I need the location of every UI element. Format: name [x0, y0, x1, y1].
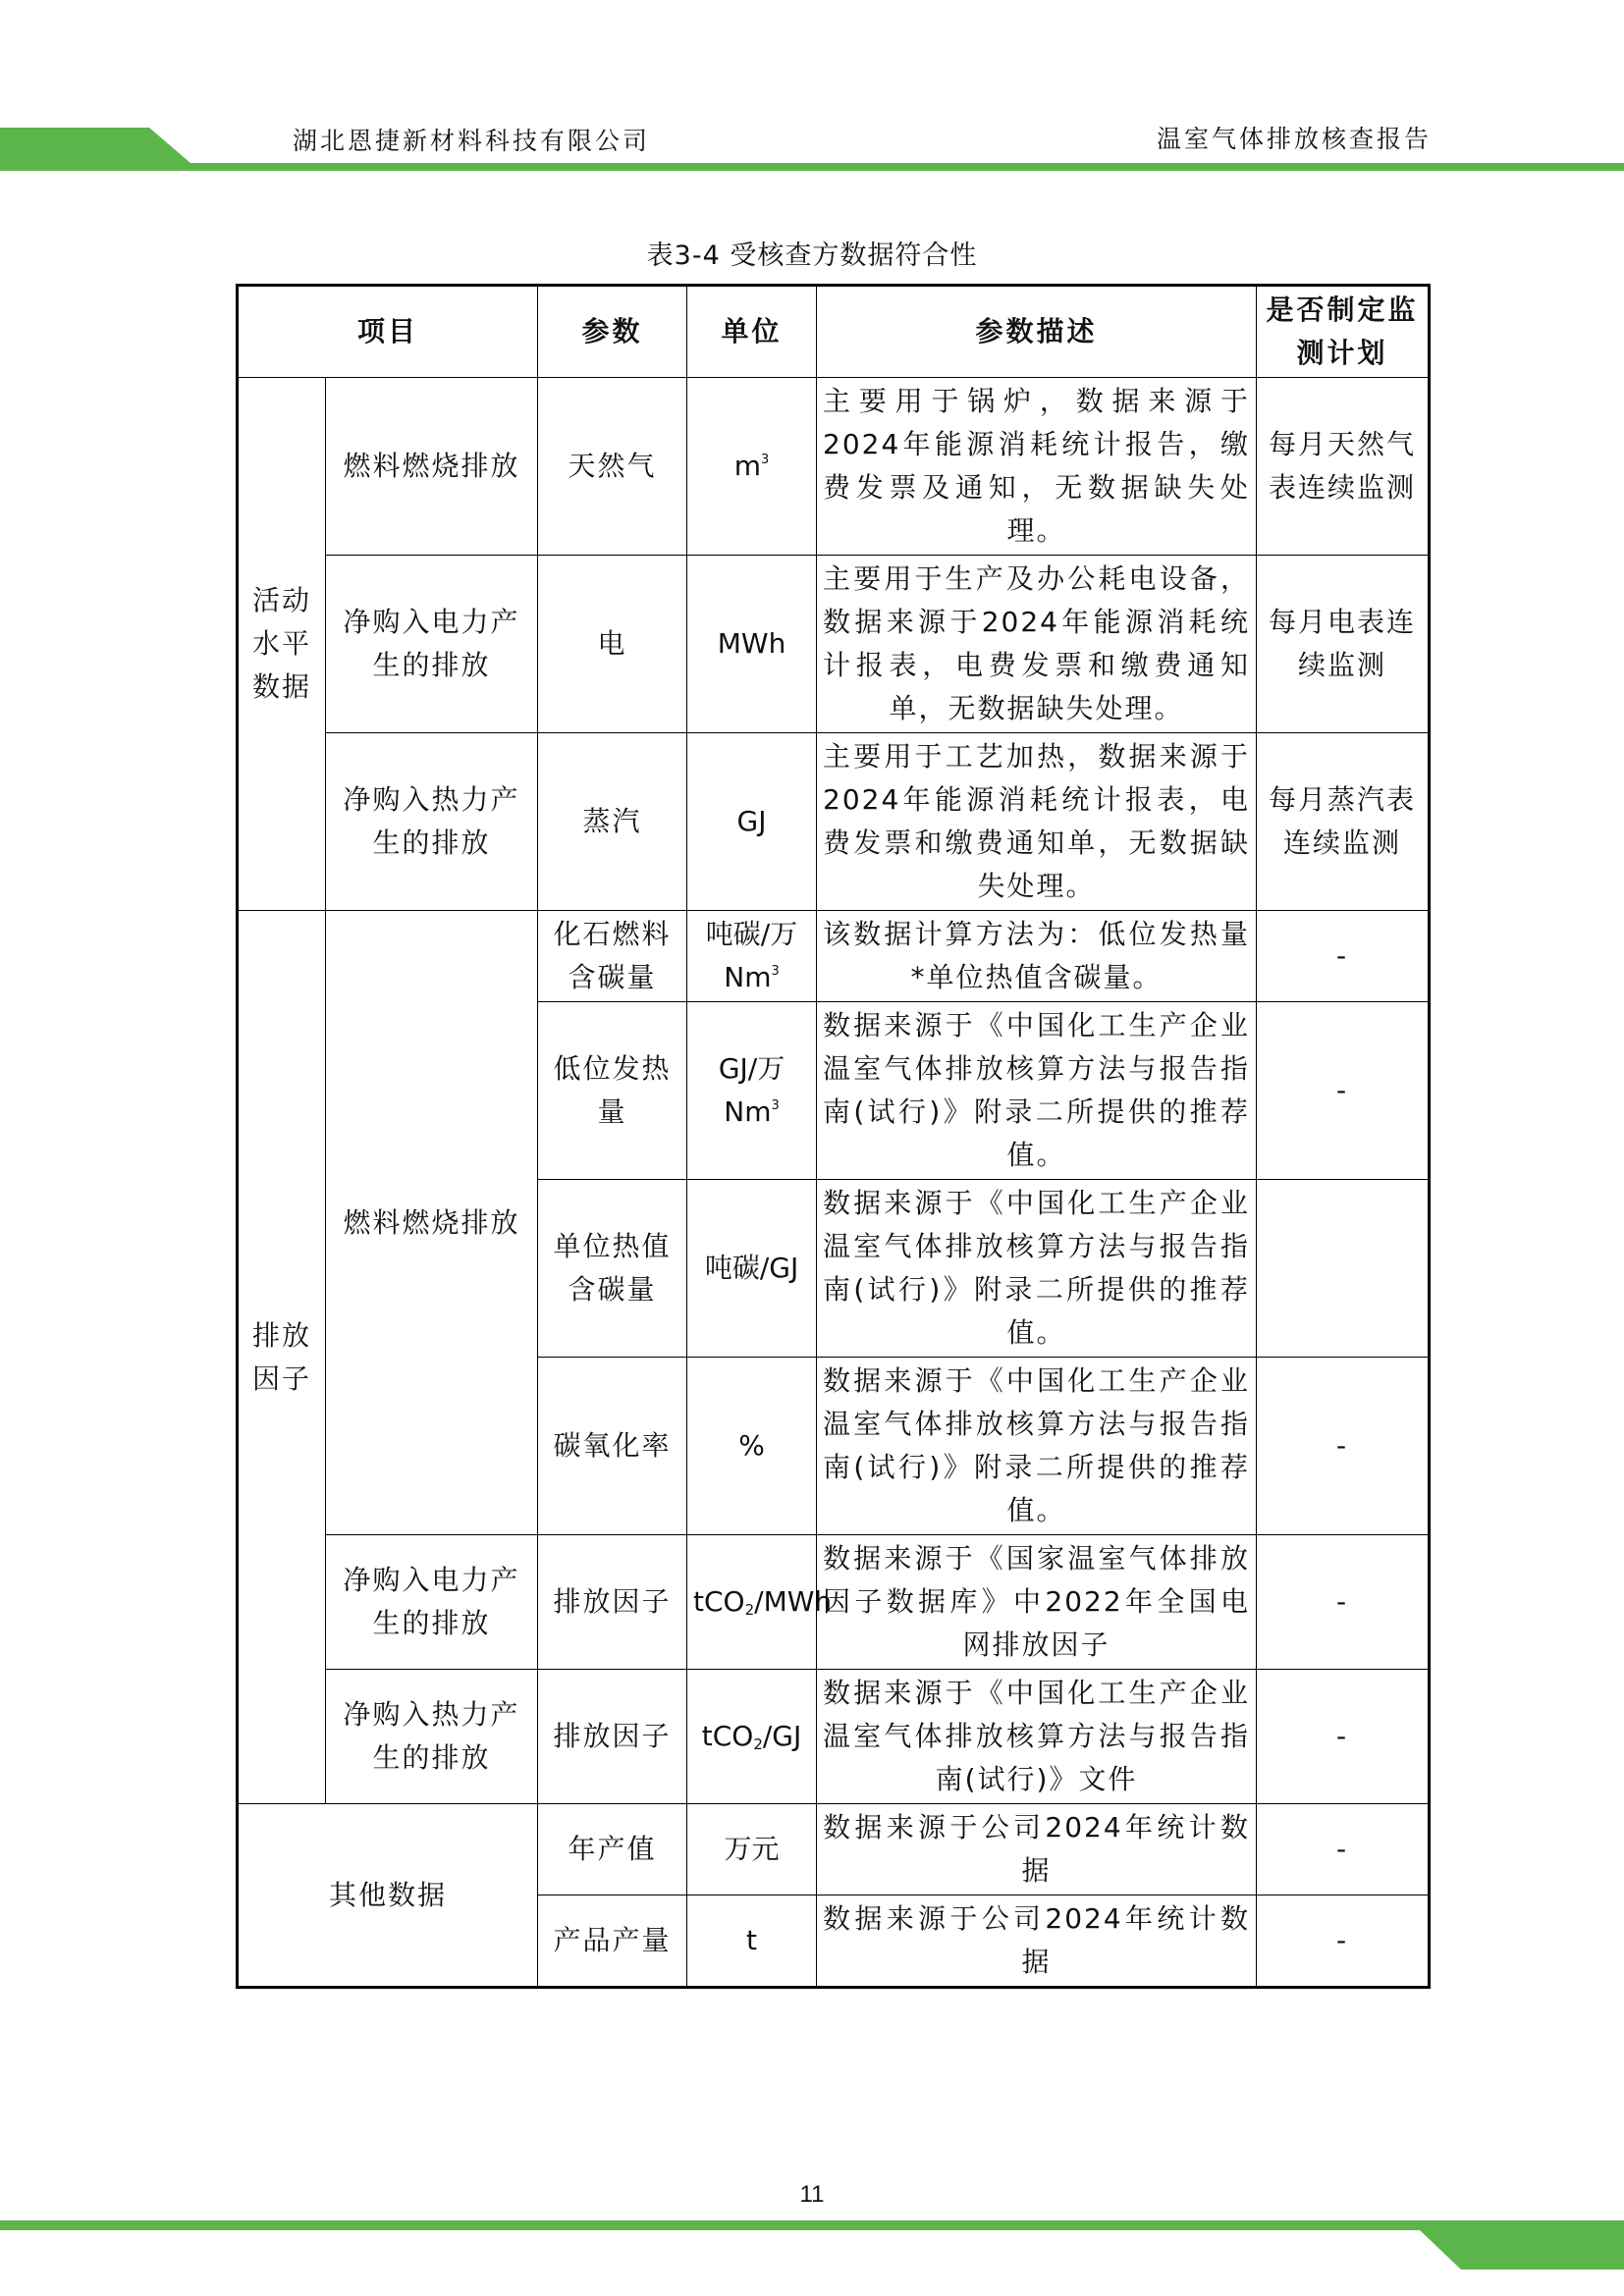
row-unit: tCO$_2$/MWh — [687, 1535, 817, 1670]
row-param: 年产值 — [538, 1804, 687, 1896]
row-desc: 该数据计算方法为：低位发热量*单位热值含碳量。 — [817, 911, 1257, 1002]
row-desc: 数据来源于《中国化工生产企业温室气体排放核算方法与报告指南(试行)》附录二所提供的推荐值。 — [817, 1180, 1257, 1358]
row-unit: 万元 — [687, 1804, 817, 1896]
table-row — [238, 1670, 1430, 1804]
row-plan: - — [1257, 1535, 1430, 1670]
page-number: 11 — [799, 2181, 825, 2208]
row-desc: 数据来源于《国家温室气体排放因子数据库》中2022年全国电网排放因子 — [817, 1535, 1257, 1670]
header-desc: 参数描述 — [817, 286, 1257, 378]
header-report-title: 温室气体排放核查报告 — [1156, 125, 1432, 153]
row-item: 净购入热力产生的排放 — [326, 1670, 538, 1804]
group-other-data: 其他数据 — [238, 1804, 538, 1988]
header-param: 参数 — [538, 286, 687, 378]
row-desc: 主要用于锅炉，数据来源于2024年能源消耗统计报告，缴费发票及通知，无数据缺失处理。 — [817, 378, 1257, 556]
table-row — [238, 733, 1430, 911]
header-company: 湖北恩捷新材料科技有限公司 — [293, 127, 651, 155]
row-param: 碳氧化率 — [538, 1358, 687, 1535]
table-row — [238, 378, 1430, 556]
header-unit: 单位 — [687, 286, 817, 378]
row-unit: GJ/万Nm$^3$ — [687, 1002, 817, 1180]
group-activity-data: 活动水平数据 — [238, 378, 326, 911]
row-desc: 数据来源于《中国化工生产企业温室气体排放核算方法与报告指南(试行)》附录二所提供的推荐值。 — [817, 1358, 1257, 1535]
row-plan: - — [1257, 1358, 1430, 1535]
header-green-bar — [0, 128, 1624, 171]
row-unit: $m^3$ — [687, 378, 817, 556]
row-desc: 数据来源于公司2024年统计数据 — [817, 1804, 1257, 1896]
row-param: 排放因子 — [538, 1670, 687, 1804]
row-desc: 数据来源于公司2024年统计数据 — [817, 1896, 1257, 1988]
table-row — [238, 1535, 1430, 1670]
row-unit: 吨碳/GJ — [687, 1180, 817, 1358]
table-row — [238, 1804, 1430, 1896]
row-param: 单位热值含碳量 — [538, 1180, 687, 1358]
table-caption: 表3-4 受核查方数据符合性 — [646, 240, 978, 271]
row-desc: 主要用于生产及办公耗电设备，数据来源于2024年能源消耗统计报表，电费发票和缴费通知单，无数据缺失处理。 — [817, 556, 1257, 733]
table-row — [238, 911, 1430, 1002]
row-plan: 每月电表连续监测 — [1257, 556, 1430, 733]
row-unit: 吨碳/万Nm$^3$ — [687, 911, 817, 1002]
row-unit: % — [687, 1358, 817, 1535]
row-unit: t — [687, 1896, 817, 1988]
row-item: 净购入电力产生的排放 — [326, 556, 538, 733]
row-plan: 每月蒸汽表连续监测 — [1257, 733, 1430, 911]
header-item: 项目 — [238, 286, 538, 378]
row-desc: 数据来源于《中国化工生产企业温室气体排放核算方法与报告指南(试行)》文件 — [817, 1670, 1257, 1804]
footer-green-bar — [0, 2220, 1624, 2269]
row-param: 蒸汽 — [538, 733, 687, 911]
row-unit: MWh — [687, 556, 817, 733]
table-header-row — [238, 286, 1430, 378]
row-desc: 主要用于工艺加热，数据来源于2024年能源消耗统计报表，电费发票和缴费通知单，无数据缺失处理。 — [817, 733, 1257, 911]
row-plan: - — [1257, 1670, 1430, 1804]
header-plan: 是否制定监测计划 — [1257, 286, 1430, 378]
row-param: 天然气 — [538, 378, 687, 556]
row-param: 低位发热量 — [538, 1002, 687, 1180]
row-param: 电 — [538, 556, 687, 733]
row-plan: 每月天然气表连续监测 — [1257, 378, 1430, 556]
row-unit: GJ — [687, 733, 817, 911]
row-desc: 数据来源于《中国化工生产企业温室气体排放核算方法与报告指南(试行)》附录二所提供的推荐值。 — [817, 1002, 1257, 1180]
row-plan: - — [1257, 911, 1430, 1002]
row-unit: tCO$_2$/GJ — [687, 1670, 817, 1804]
row-item: 净购入热力产生的排放 — [326, 733, 538, 911]
row-plan: - — [1257, 1896, 1430, 1988]
row-param: 产品产量 — [538, 1896, 687, 1988]
table-row — [238, 556, 1430, 733]
row-plan: - — [1257, 1804, 1430, 1896]
row-item: 燃料燃烧排放 — [326, 911, 538, 1535]
row-param: 排放因子 — [538, 1535, 687, 1670]
row-plan: - — [1257, 1002, 1430, 1180]
row-plan — [1257, 1180, 1430, 1358]
row-item: 净购入电力产生的排放 — [326, 1535, 538, 1670]
row-item: 燃料燃烧排放 — [326, 378, 538, 556]
group-emission-factors: 排放因子 — [238, 911, 326, 1804]
data-conformity-table — [236, 284, 1431, 1989]
row-param: 化石燃料含碳量 — [538, 911, 687, 1002]
